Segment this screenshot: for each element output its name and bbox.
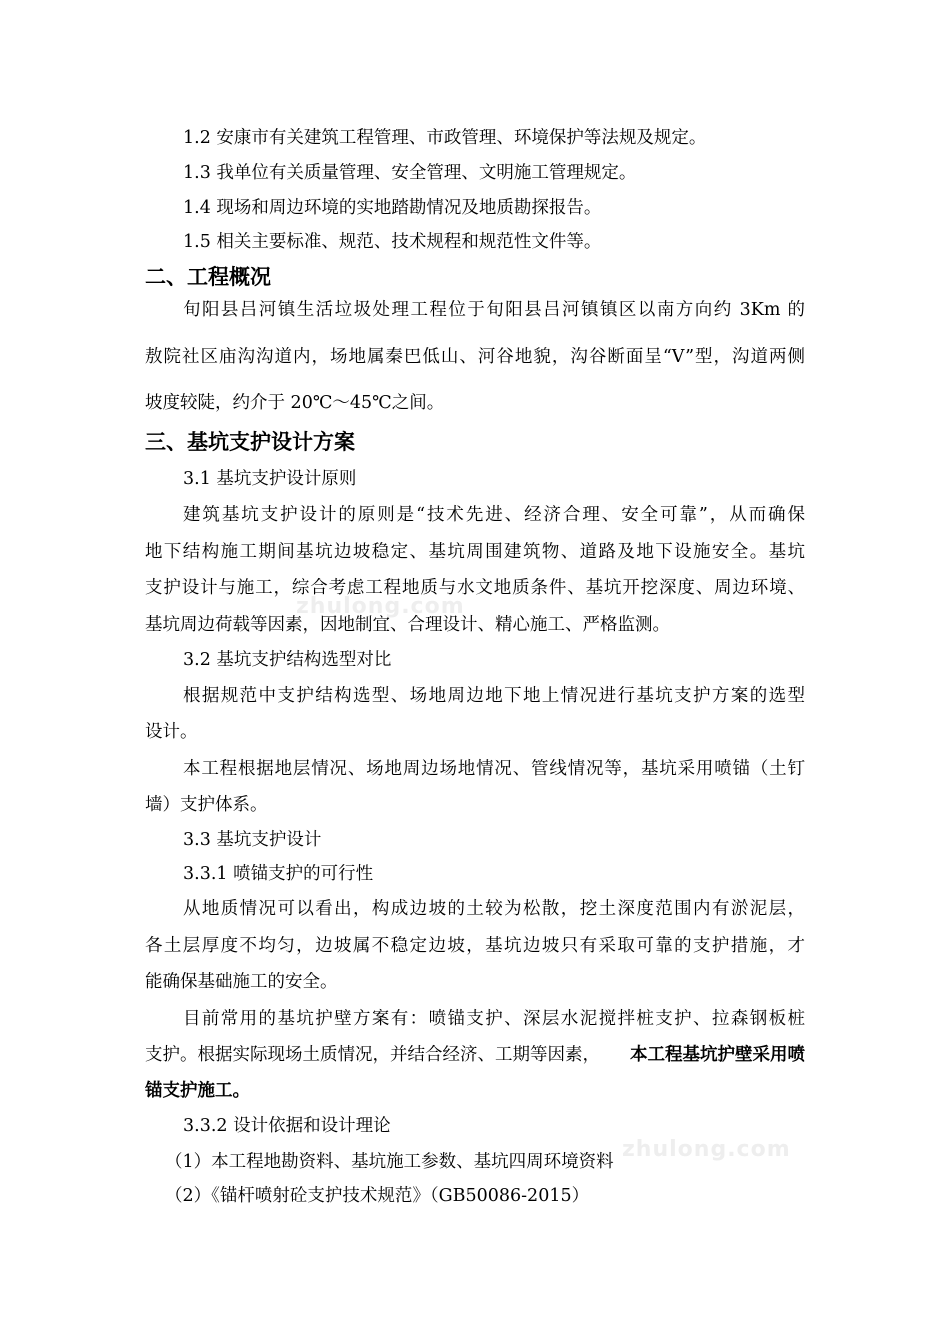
text-line: 1.4 现场和周边环境的实地踏勘情况及地质勘探报告。 bbox=[183, 198, 602, 218]
bold-text-line: 锚支护施工。 bbox=[145, 1081, 250, 1101]
text-line: 支护设计与施工，综合考虑工程地质与水文地质条件、基坑开挖深度、周边环境、 bbox=[145, 578, 805, 598]
text-line: 1.5 相关主要标准、规范、技术规程和规范性文件等。 bbox=[183, 232, 602, 252]
subsection-heading: 3.3.1 喷锚支护的可行性 bbox=[183, 864, 374, 884]
watermark: zhulong.com bbox=[296, 594, 465, 619]
subsection-heading: 3.3.2 设计依据和设计理论 bbox=[183, 1116, 391, 1136]
text-line: 本工程根据地层情况、场地周边场地情况、管线情况等，基坑采用喷锚（土钉 bbox=[183, 759, 805, 779]
text-line: 基坑周边荷载等因素，因地制宜、合理设计、精心施工、严格监测。 bbox=[145, 615, 670, 635]
text-line: 目前常用的基坑护壁方案有：喷锚支护、深层水泥搅拌桩支护、拉森钢板桩 bbox=[183, 1009, 805, 1029]
text-line: 1.2 安康市有关建筑工程管理、市政管理、环境保护等法规及规定。 bbox=[183, 128, 707, 148]
text-line: 根据规范中支护结构选型、场地周边地下地上情况进行基坑支护方案的选型 bbox=[183, 686, 805, 706]
subsection-heading: 3.1 基坑支护设计原则 bbox=[183, 469, 357, 489]
text-line: 能确保基础施工的安全。 bbox=[145, 972, 338, 992]
text-line: 1.3 我单位有关质量管理、安全管理、文明施工管理规定。 bbox=[183, 163, 637, 183]
text-line: 坡度较陡，约介于 20℃～45℃之间。 bbox=[145, 393, 445, 413]
subsection-heading: 3.3 基坑支护设计 bbox=[183, 830, 322, 850]
text-line: 旬阳县吕河镇生活垃圾处理工程位于旬阳县吕河镇镇区以南方向约 3Km 的 bbox=[183, 300, 805, 320]
list-item: （1）本工程地勘资料、基坑施工参数、基坑四周环境资料 bbox=[165, 1152, 614, 1172]
section-heading: 二、工程概况 bbox=[145, 265, 271, 289]
subsection-heading: 3.2 基坑支护结构选型对比 bbox=[183, 650, 392, 670]
text-line: 各土层厚度不均匀，边坡属不稳定边坡，基坑边坡只有采取可靠的支护措施，才 bbox=[145, 936, 805, 956]
text-run: 支护。根据实际现场土质情况，并结合经济、工期等因素， bbox=[145, 1045, 600, 1065]
section-heading: 三、基坑支护设计方案 bbox=[145, 430, 355, 454]
text-line: 墙）支护体系。 bbox=[145, 795, 268, 815]
list-item: （2）《锚杆喷射砼支护技术规范》（GB50086-2015） bbox=[165, 1186, 590, 1206]
text-line: 敖院社区庙沟沟道内，场地属秦巴低山、河谷地貌，沟谷断面呈“V”型，沟道两侧 bbox=[145, 347, 805, 367]
text-line bbox=[145, 1043, 805, 1067]
watermark: zhulong.com bbox=[622, 1137, 791, 1162]
text-line: 设计。 bbox=[145, 722, 198, 742]
text-line: 从地质情况可以看出，构成边坡的土较为松散，挖土深度范围内有淤泥层， bbox=[183, 899, 805, 919]
text-line: 地下结构施工期间基坑边坡稳定、基坑周围建筑物、道路及地下设施安全。基坑 bbox=[145, 542, 805, 562]
text-line: 建筑基坑支护设计的原则是“技术先进、经济合理、安全可靠”，从而确保 bbox=[183, 505, 805, 525]
bold-text-run: 本工程基坑护壁采用喷 bbox=[630, 1045, 805, 1065]
